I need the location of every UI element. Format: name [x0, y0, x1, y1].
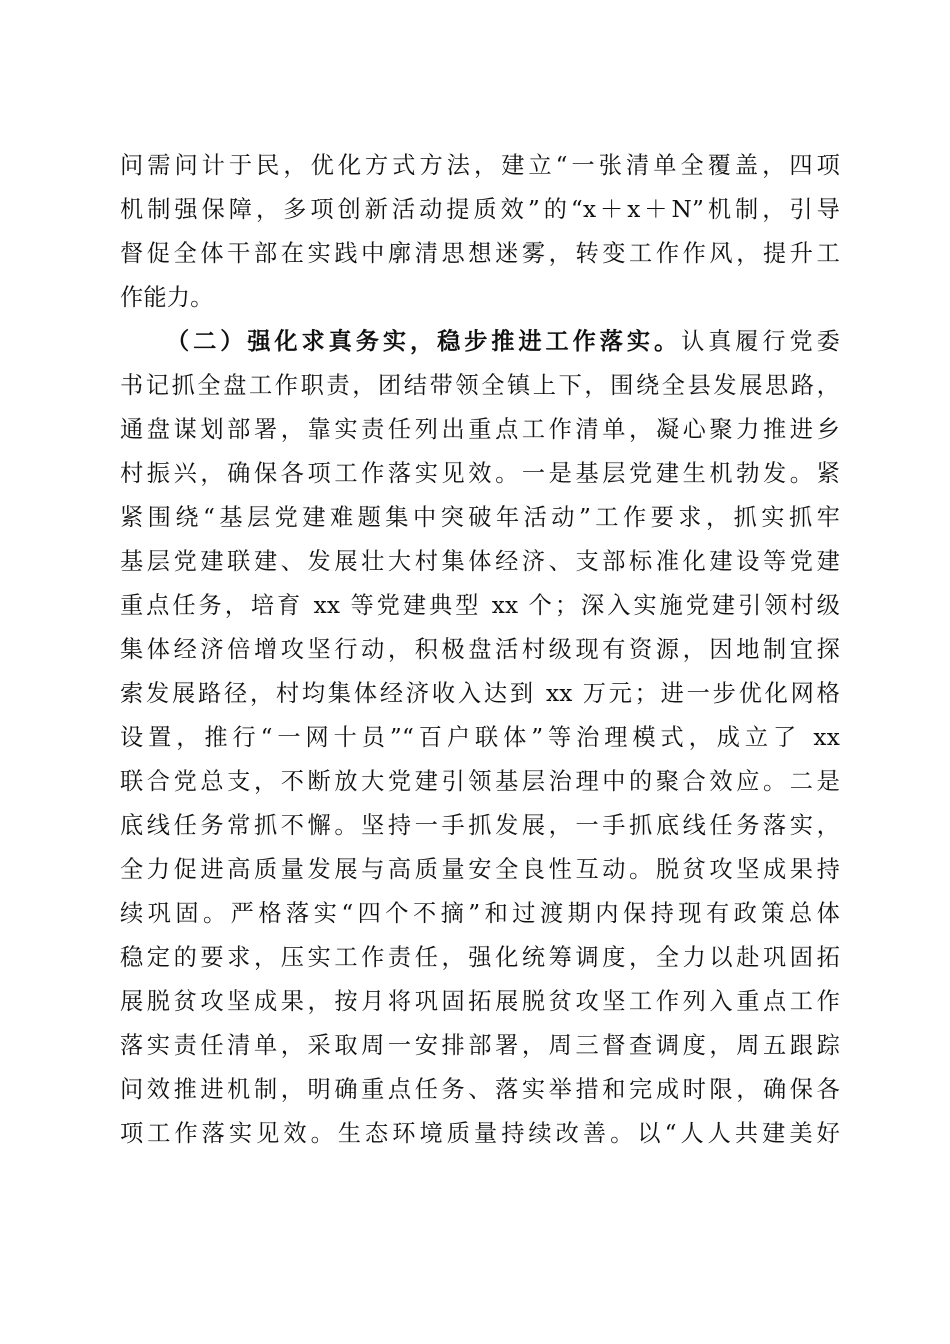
- text-line: 展脱贫攻坚成果，按月将巩固拓展脱贫攻坚工作列入重点工作: [120, 988, 840, 1015]
- text-line: 稳定的要求，压实工作责任，强化统筹调度，全力以赴巩固拓: [120, 944, 840, 971]
- text-line: 村振兴，确保各项工作落实见效。一是基层党建生机勃发。紧: [120, 460, 840, 487]
- text-line: 项工作落实见效。生态环境质量持续改善。以“人人共建美好: [120, 1120, 840, 1147]
- text-line-continuation: 认真履行党委: [681, 328, 840, 355]
- text-line: 底线任务常抓不懈。坚持一手抓发展，一手抓底线任务落实，: [120, 812, 840, 839]
- text-line: 紧围绕“基层党建难题集中突破年活动”工作要求，抓实抓牢: [120, 504, 840, 531]
- text-line: 作能力。: [120, 284, 214, 311]
- section-heading-line: [166, 322, 840, 362]
- text-line: 联合党总支，不断放大党建引领基层治理中的聚合效应。二是: [120, 768, 840, 795]
- text-line: 落实责任清单，采取周一安排部署，周三督查调度，周五跟踪: [120, 1032, 840, 1059]
- text-line: 续巩固。严格落实“四个不摘”和过渡期内保持现有政策总体: [120, 900, 840, 927]
- text-line: 督促全体干部在实践中廓清思想迷雾，转变工作作风，提升工: [120, 240, 840, 267]
- text-line: 问需问计于民，优化方式方法，建立“一张清单全覆盖，四项: [120, 152, 840, 179]
- text-line: 设置，推行“一网十员”“百户联体”等治理模式，成立了 xx: [120, 724, 840, 751]
- text-line: 集体经济倍增攻坚行动，积极盘活村级现有资源，因地制宜探: [120, 636, 840, 663]
- text-line: 重点任务，培育 xx 等党建典型 xx 个；深入实施党建引领村级: [120, 592, 840, 619]
- text-line: 书记抓全盘工作职责，团结带领全镇上下，围绕全县发展思路，: [120, 372, 840, 399]
- text-line: 基层党建联建、发展壮大村集体经济、支部标准化建设等党建: [120, 548, 840, 575]
- text-line: 索发展路径，村均集体经济收入达到 xx 万元；进一步优化网格: [120, 680, 840, 707]
- section-heading: （二）强化求真务实，稳步推进工作落实。: [166, 328, 682, 355]
- text-line: 全力促进高质量发展与高质量安全良性互动。脱贫攻坚成果持: [120, 856, 840, 883]
- text-line: 问效推进机制，明确重点任务、落实举措和完成时限，确保各: [120, 1076, 840, 1103]
- text-line: 通盘谋划部署，靠实责任列出重点工作清单，凝心聚力推进乡: [120, 416, 840, 443]
- text-line: 机制强保障，多项创新活动提质效”的“x＋x＋N”机制，引导: [120, 196, 840, 223]
